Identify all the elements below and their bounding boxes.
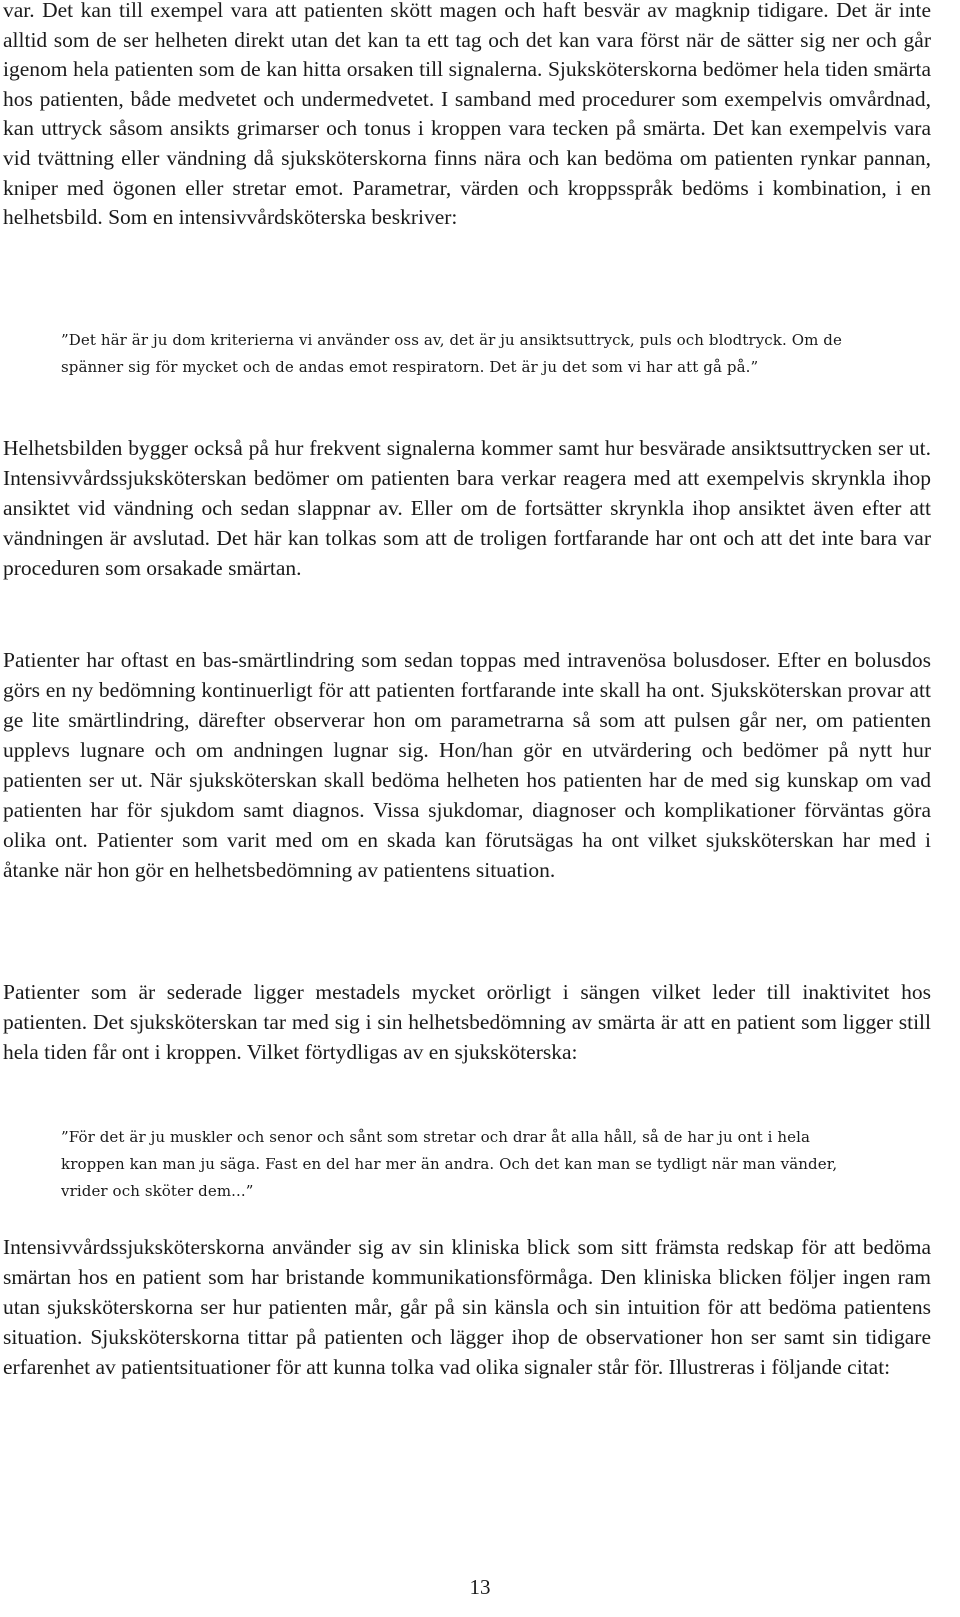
body-paragraph-5: Intensivvårdssjuksköterskorna använder sig av sin kliniska blick som sitt främsta redskap för att bedöma smärtan hos en patient som har bristande kommunikationsförmåga. Den kliniska blicken följer ingen ram utan sjuksköterskorna ser hur patienten mår, går på sin känsla och sin intuition för att bedöma patientens situation. Sjuksköterskorna tittar på patienten och lägger ihop de observationer hon ser samt sin tidigare erfarenhet av patientsituationer för att kunna tolka vad olika signaler står för. Illustreras i följande citat: (3, 1235, 931, 1379)
body-paragraph-2: Helhetsbilden bygger också på hur frekvent signalerna kommer samt hur besvärade ansiktsuttrycken ser ut. Intensivvårdssjuksköterskan bedömer om patienten bara verkar reagera med att exempelvis skrynkla ihop ansiktet vid vändning och sedan slappnar av. Eller om de fortsätter skrynkla ihop ansiktet även efter att vändningen är avslutad. Det här kan tolkas som att de troligen fortfarande har ont och att det inte bara var proceduren som orsakade smärtan. (3, 436, 931, 580)
body-paragraph-3: Patienter har oftast en bas-smärtlindring som sedan toppas med intravenösa bolusdoser. Efter en bolusdos görs en ny bedömning kontinuerligt för att patienten fortfarande inte skall ha ont. Sjuksköterskan provar att ge lite smärtlindring, därefter observerar hon om parametrarna så som att pulsen går ner, om patienten upplevs lugnare och om andningen lugnar sig. Hon/han gör en utvärdering och bedömer på nytt hur patienten ser ut. När sjuksköterskan skall bedöma helheten hos patienten har de med sig kunskap om vad patienten har för sjukdom samt diagnos. Vissa sjukdomar, diagnoser och komplikationer förväntas göra olika ont. Patienter som varit med om en skada kan förutsägas ha ont vilket sjuksköterskan har med i åtanke när hon gör en helhetsbedömning av patientens situation. (3, 648, 931, 882)
page-number: 13 (469, 1575, 491, 1599)
interview-quote-1: ”Det här är ju dom kriterierna vi använder oss av, det är ju ansiktsuttryck, puls och blodtryck. Om de spänner sig för mycket och de andas emot respiratorn. Det är ju det som vi har att gå på.” (61, 331, 842, 376)
body-paragraph-1: var. Det kan till exempel vara att patienten skött magen och haft besvär av magknip tidigare. Det är inte alltid som de ser helheten direkt utan det kan ta ett tag och det kan vara först när de sätter sig ner och går igenom hela patienten som de kan hitta orsaken till signalerna. Sjuksköterskorna bedömer hela tiden smärta hos patienten, både medvetet och undermedvetet. I samband med procedurer som exempelvis omvårdnad, kan uttryck såsom ansikts grimarser och tonus i kroppen vara tecken på smärta. Det kan exempelvis vara vid tvättning eller vändning då sjuksköterskorna finns nära och kan bedöma om patienten rynkar pannan, kniper med ögonen eller stretar emot. Parametrar, värden och kroppsspråk bedöms i kombination, i en helhetsbild. Som en intensivvårdsköterska beskriver: (3, 0, 931, 230)
interview-quote-2: ”För det är ju muskler och senor och sånt som stretar och drar åt alla håll, så de har ju ont i hela kroppen kan man ju säga. Fast en del har mer än andra. Och det kan man se tydligt när man vänder, vrider och sköter dem...” (61, 1128, 838, 1200)
body-paragraph-4: Patienter som är sederade ligger mestadels mycket orörligt i sängen vilket leder till inaktivitet hos patienten. Det sjuksköterskan tar med sig i sin helhetsbedömning av smärta är att en patient som ligger still hela tiden får ont i kroppen. Vilket förtydligas av en sjuksköterska: (3, 980, 931, 1064)
